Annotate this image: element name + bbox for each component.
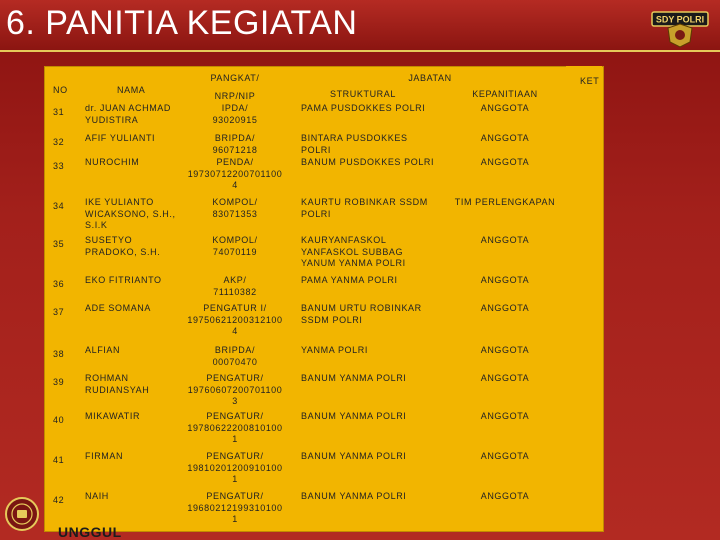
polri-emblem-icon — [4, 496, 40, 532]
row-kepanitiaan: ANGGOTA — [480, 235, 530, 245]
row-struktural: BANUM YANMA POLRI — [301, 373, 407, 383]
row-no: 42 — [53, 495, 65, 505]
svg-text:SDY POLRI: SDY POLRI — [655, 14, 705, 25]
row-struktural: BANUM YANMA POLRI — [301, 411, 407, 421]
row-nama: ALFIAN — [85, 345, 121, 355]
row-nama: ADE SOMANA — [85, 303, 152, 313]
row-kepanitiaan: ANGGOTA — [480, 491, 530, 501]
header-nama: NAMA — [117, 85, 146, 95]
header-nrp: NRP/NIP — [214, 91, 256, 101]
row-no: 35 — [53, 239, 65, 249]
ket-header-box — [566, 66, 602, 96]
row-no: 34 — [53, 201, 65, 211]
footer-text: UNGGUL — [58, 524, 122, 540]
row-nama: FIRMAN — [85, 451, 124, 461]
row-pangkat: PENGATUR/ 19780622200810100 1 — [187, 411, 283, 444]
slide-title: 6. PANITIA KEGIATAN — [6, 4, 358, 42]
row-kepanitiaan: ANGGOTA — [480, 303, 530, 313]
row-pangkat: KOMPOL/ 74070119 — [212, 235, 258, 257]
row-nama: AFIF YULIANTI — [85, 133, 156, 143]
row-struktural: KAURTU ROBINKAR SSDM POLRI — [301, 197, 428, 219]
header-jabatan: JABATAN — [408, 73, 452, 83]
row-kepanitiaan: ANGGOTA — [480, 373, 530, 383]
row-pangkat: PENGATUR/ 19760607200701100 3 — [187, 373, 283, 406]
row-kepanitiaan: ANGGOTA — [480, 157, 530, 167]
row-nama: ROHMAN RUDIANSYAH — [85, 373, 150, 395]
row-no: 33 — [53, 161, 65, 171]
title-bar — [0, 0, 720, 52]
row-nama: dr. JUAN ACHMAD YUDISTIRA — [85, 103, 172, 125]
row-pangkat: IPDA/ 93020915 — [212, 103, 258, 125]
row-kepanitiaan: ANGGOTA — [480, 103, 530, 113]
sdy-polri-logo-icon — [650, 4, 710, 48]
row-kepanitiaan: ANGGOTA — [480, 411, 530, 421]
row-kepanitiaan: ANGGOTA — [480, 345, 530, 355]
row-struktural: BANUM PUSDOKKES POLRI — [301, 157, 435, 167]
row-struktural: KAURYANFASKOL YANFASKOL SUBBAG YANUM YANMA POLRI — [301, 235, 406, 268]
row-nama: NUROCHIM — [85, 157, 140, 167]
row-no: 32 — [53, 137, 65, 147]
row-pangkat: KOMPOL/ 83071353 — [212, 197, 258, 219]
header-struktural: STRUKTURAL — [329, 89, 396, 99]
row-pangkat: PENGATUR I/ 19750621200312100 4 — [187, 303, 283, 336]
row-struktural: YANMA POLRI — [301, 345, 368, 355]
row-struktural: BANUM YANMA POLRI — [301, 491, 407, 501]
row-pangkat: AKP/ 71110382 — [213, 275, 257, 297]
row-pangkat: BRIPDA/ 00070470 — [212, 345, 258, 367]
row-no: 37 — [53, 307, 65, 317]
row-no: 36 — [53, 279, 65, 289]
row-nama: MIKAWATIR — [85, 411, 141, 421]
row-struktural: BINTARA PUSDOKKES POLRI — [301, 133, 408, 155]
row-struktural: PAMA YANMA POLRI — [301, 275, 398, 285]
row-pangkat: PENGATUR/ 19680212199310100 1 — [187, 491, 283, 524]
row-kepanitiaan: ANGGOTA — [480, 451, 530, 461]
row-nama: NAIH — [85, 491, 109, 501]
row-nama: EKO FITRIANTO — [85, 275, 162, 285]
row-no: 39 — [53, 377, 65, 387]
row-pangkat: PENDA/ 19730712200701100 4 — [187, 157, 283, 190]
row-kepanitiaan: ANGGOTA — [480, 133, 530, 143]
header-pangkat: PANGKAT/ — [210, 73, 260, 83]
row-struktural: BANUM YANMA POLRI — [301, 451, 407, 461]
row-nama: IKE YULIANTO WICAKSONO, S.H., S.I.K — [85, 197, 176, 230]
row-kepanitiaan: TIM PERLENGKAPAN — [454, 197, 556, 207]
row-nama: SUSETYO PRADOKO, S.H. — [85, 235, 161, 257]
header-ket: KET — [580, 76, 600, 86]
header-no: NO — [53, 85, 68, 95]
row-kepanitiaan: ANGGOTA — [480, 275, 530, 285]
row-struktural: PAMA PUSDOKKES POLRI — [301, 103, 426, 113]
row-no: 38 — [53, 349, 65, 359]
panitia-table — [44, 66, 604, 532]
row-struktural: BANUM URTU ROBINKAR SSDM POLRI — [301, 303, 422, 325]
header-kepanitiaan: KEPANITIAAN — [472, 89, 538, 99]
row-no: 40 — [53, 415, 65, 425]
row-pangkat: PENGATUR/ 19810201200910100 1 — [187, 451, 283, 484]
row-no: 41 — [53, 455, 65, 465]
row-pangkat: BRIPDA/ 96071218 — [212, 133, 258, 155]
row-no: 31 — [53, 107, 65, 117]
